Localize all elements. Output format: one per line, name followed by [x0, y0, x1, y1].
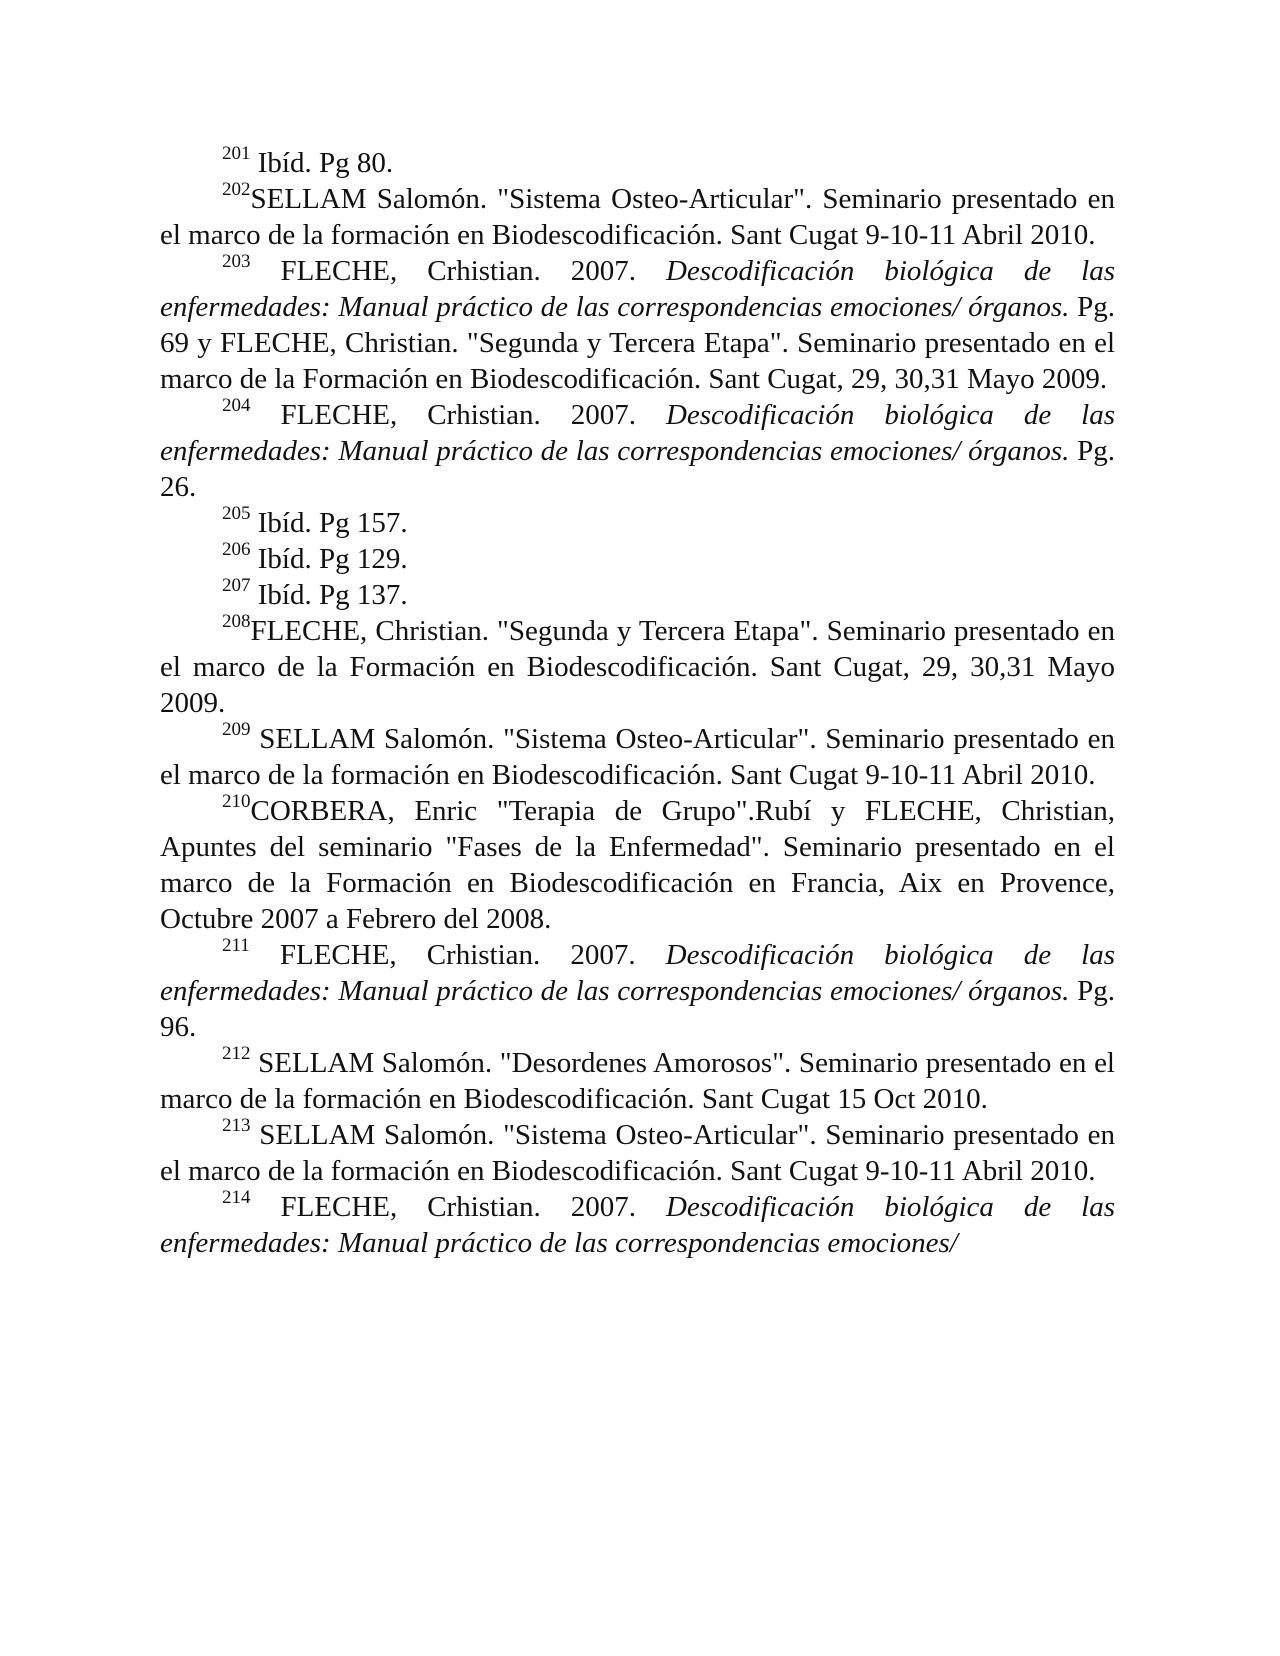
- footnote-text: SELLAM Salomón. "Sistema Osteo-Articular". Seminario presentado en el marco de la formación en Biodescodificación. Sant Cugat 9-10-11 Abril 2010.: [160, 183, 1115, 251]
- footnote-number: 214: [222, 1187, 251, 1209]
- footnote-text: FLECHE, Crhistian. 2007.: [250, 399, 666, 431]
- footnote-number: 202: [222, 179, 251, 201]
- footnote-210: [160, 793, 1115, 937]
- footnote-203: [160, 253, 1115, 397]
- footnote-text: Pg. 96.: [160, 975, 1115, 1043]
- footnote-212: [160, 1045, 1115, 1117]
- footnote-202: [160, 181, 1115, 253]
- footnote-text: Ibíd. Pg 80.: [250, 147, 394, 179]
- footnote-text: FLECHE, Christian. "Segunda y Tercera Etapa". Seminario presentado en el marco de la Formación en Biodescodificación. Sant Cugat, 29, 30,31 Mayo 2009.: [160, 615, 1115, 719]
- footnote-text: Pg. 69 y FLECHE, Christian. "Segunda y Tercera Etapa". Seminario presentado en el marco de la Formación en Biodescodificación. Sant Cugat, 29, 30,31 Mayo 2009.: [160, 291, 1115, 395]
- footnote-number: 208: [222, 611, 251, 633]
- footnote-211: [160, 937, 1115, 1045]
- footnote-213: [160, 1117, 1115, 1189]
- footnote-text: SELLAM Salomón. "Sistema Osteo-Articular". Seminario presentado en el marco de la formación en Biodescodificación. Sant Cugat 9-10-11 Abril 2010.: [160, 1119, 1115, 1187]
- footnote-208: [160, 613, 1115, 721]
- footnote-207: [160, 577, 1115, 613]
- footnote-text: Pg. 26.: [160, 435, 1115, 503]
- footnote-text: CORBERA, Enric "Terapia de Grupo".Rubí y FLECHE, Christian, Apuntes del seminario "Fases de la Enfermedad". Seminario presentado en el marco de la Formación en Biodescodificación en Francia, Aix en Provence, Octubre 2007 a Febrero del 2008.: [160, 795, 1115, 935]
- footnote-title-italic: Descodificación biológica de las enfermedades: Manual práctico de las correspondencias emociones/ órganos.: [160, 399, 1116, 467]
- footnote-214: [160, 1189, 1115, 1261]
- footnote-206: [160, 541, 1115, 577]
- footnote-list: [160, 145, 1115, 1261]
- footnote-number: 212: [222, 1043, 251, 1065]
- footnote-204: [160, 397, 1115, 505]
- footnote-text: Ibíd. Pg 157.: [250, 507, 408, 539]
- footnote-text: FLECHE, Crhistian. 2007.: [250, 1191, 666, 1223]
- footnote-title-italic: Descodificación biológica de las enfermedades: Manual práctico de las correspondencias emociones/ órganos.: [160, 255, 1116, 323]
- footnote-number: 203: [222, 251, 251, 273]
- footnote-text: SELLAM Salomón. "Sistema Osteo-Articular". Seminario presentado en el marco de la formación en Biodescodificación. Sant Cugat 9-10-11 Abril 2010.: [160, 723, 1115, 791]
- footnote-text: FLECHE, Crhistian. 2007.: [249, 939, 666, 971]
- footnote-205: [160, 505, 1115, 541]
- footnote-number: 201: [222, 143, 251, 165]
- footnote-number: 211: [222, 935, 250, 957]
- footnote-number: 213: [222, 1115, 251, 1137]
- footnote-text: Ibíd. Pg 137.: [250, 579, 408, 611]
- footnote-number: 210: [222, 791, 251, 813]
- footnote-title-italic: Descodificación biológica de las enfermedades: Manual práctico de las correspondencias emociones/ órganos.: [160, 939, 1115, 1007]
- footnote-number: 204: [222, 395, 251, 417]
- footnote-text: FLECHE, Crhistian. 2007.: [250, 255, 666, 287]
- footnote-number: 207: [222, 575, 251, 597]
- footnote-number: 206: [222, 539, 251, 561]
- footnote-201: [160, 145, 1115, 181]
- footnote-number: 205: [222, 503, 251, 525]
- footnote-text: SELLAM Salomón. "Desordenes Amorosos". Seminario presentado en el marco de la formación en Biodescodificación. Sant Cugat 15 Oct 2010.: [160, 1047, 1115, 1115]
- footnote-title-italic: Descodificación biológica de las enfermedades: Manual práctico de las correspondencias emociones/: [160, 1191, 1116, 1259]
- footnote-text: Ibíd. Pg 129.: [250, 543, 408, 575]
- footnotes-page: [160, 145, 1115, 1261]
- footnote-209: [160, 721, 1115, 793]
- footnote-number: 209: [222, 719, 251, 741]
